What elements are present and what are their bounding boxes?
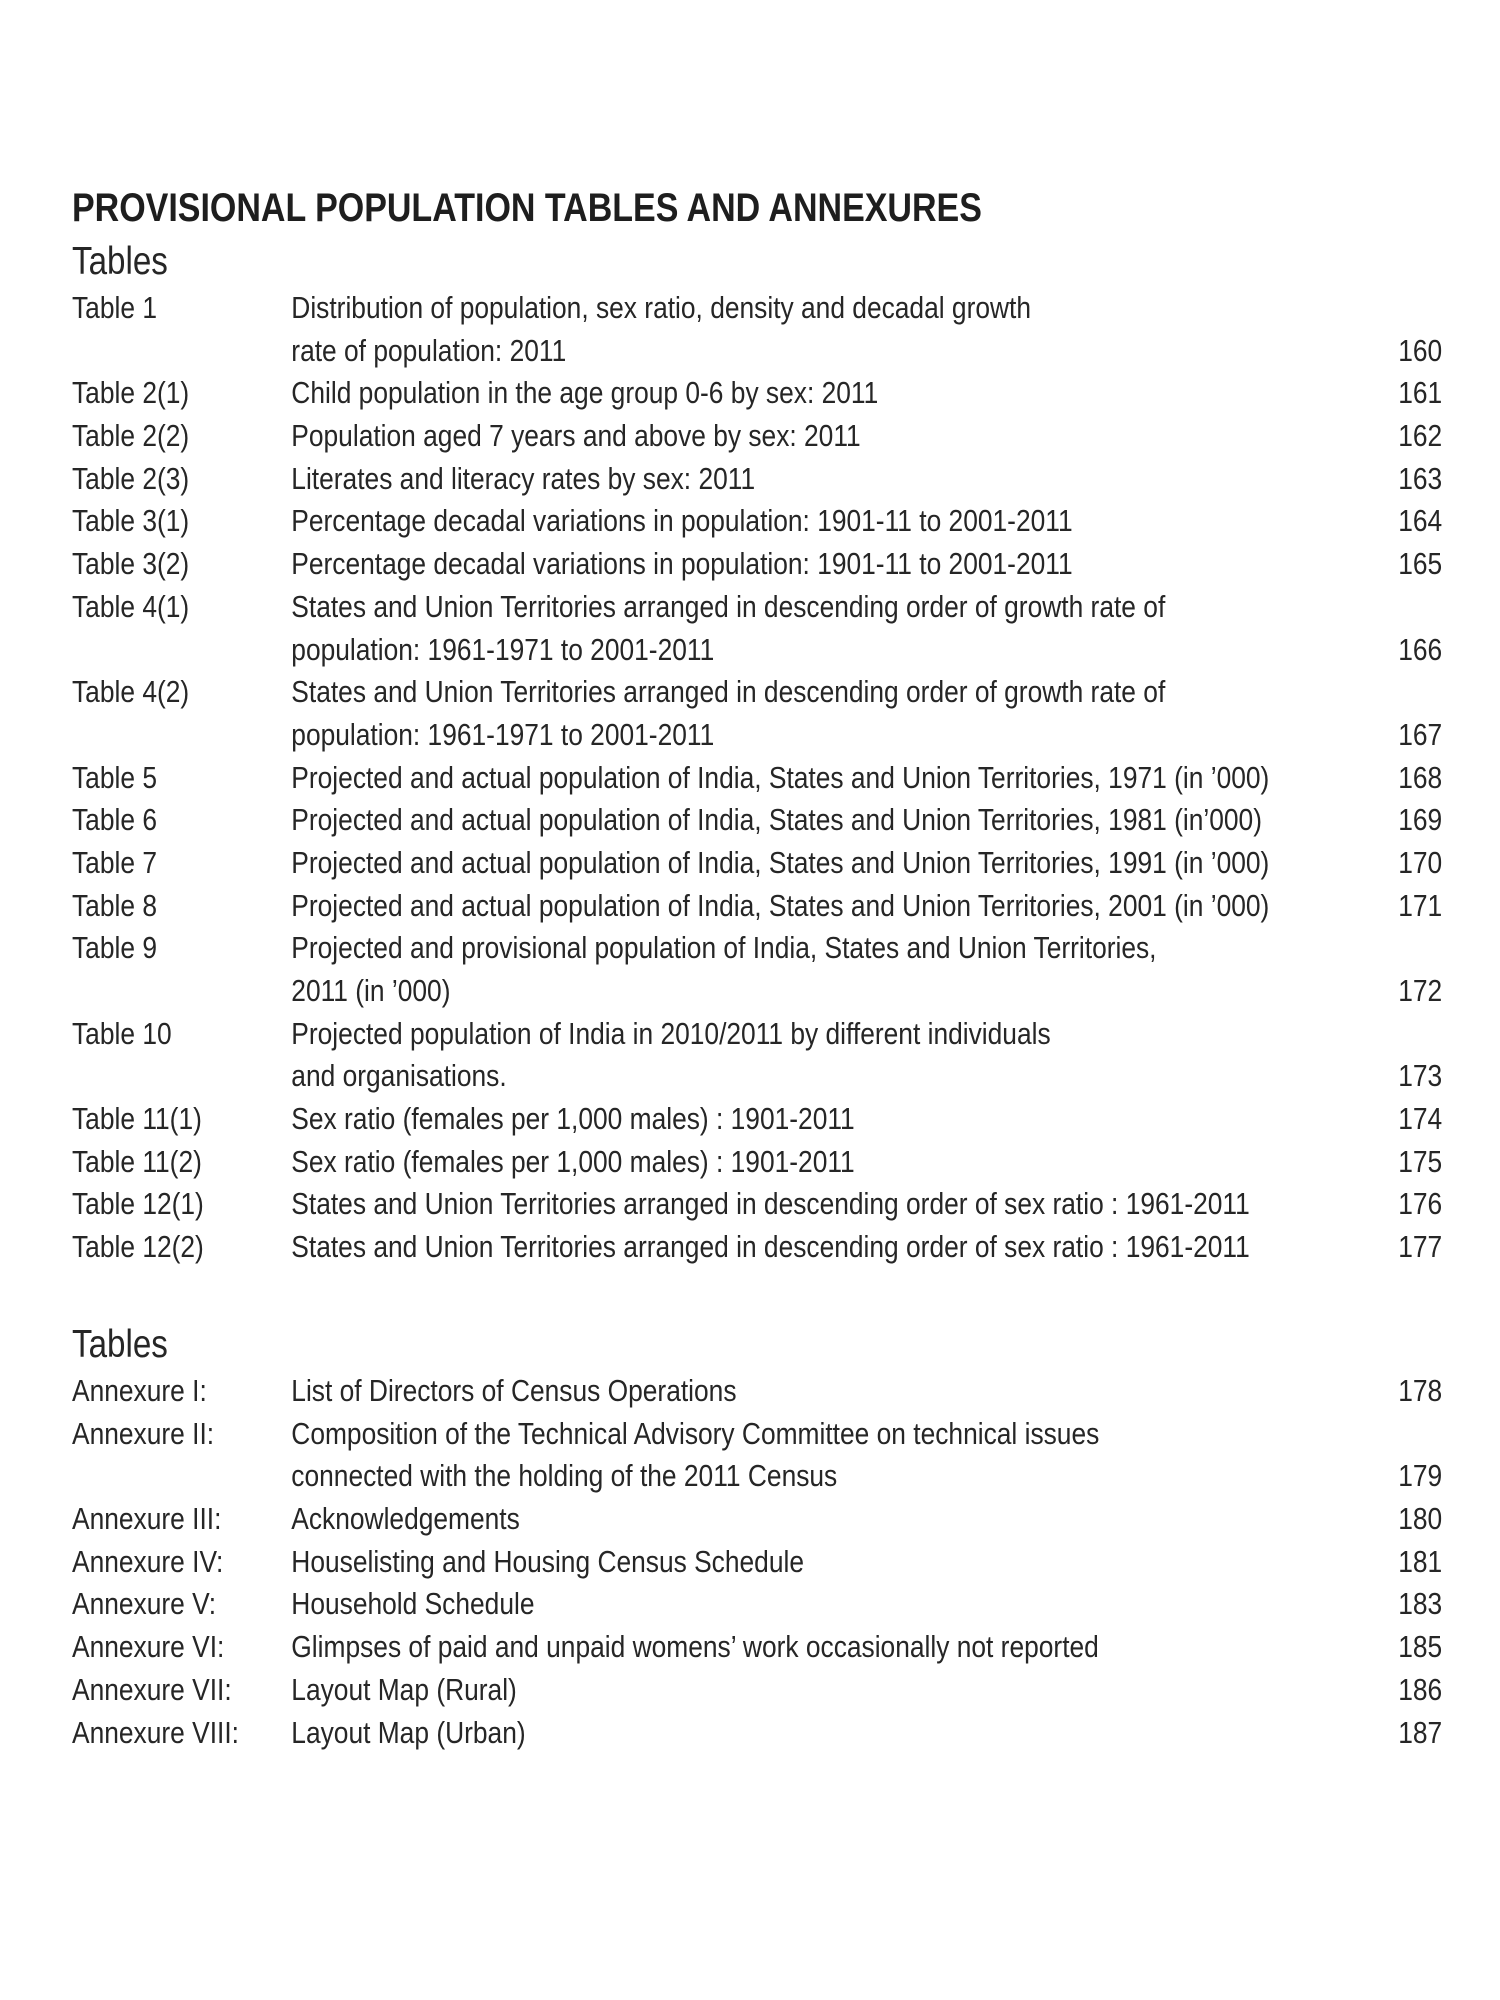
toc-entry-line (72, 1455, 1442, 1498)
toc-entry-label: Table 2(1) (72, 375, 190, 411)
toc-entry-page-number: 170 (1398, 844, 1443, 880)
toc-entry[interactable] (72, 372, 1442, 415)
toc-entry-description: connected with the holding of the 2011 Census (291, 1458, 838, 1494)
toc-entry-line (72, 458, 1442, 501)
toc-entry-page-number: 175 (1398, 1143, 1443, 1179)
toc-entry-label: Annexure I: (72, 1373, 207, 1408)
toc-entry-line (72, 1226, 1442, 1269)
toc-entry-description: population: 1961-1971 to 2001-2011 (291, 716, 715, 752)
toc-entry-page-number: 174 (1398, 1101, 1443, 1137)
toc-entry-description: Percentage decadal variations in population: 1901-11 to 2001-2011 (291, 546, 1073, 582)
toc-entry-page-number: 186 (1398, 1671, 1443, 1707)
toc-entry-label: Annexure III: (72, 1501, 222, 1537)
toc-entry-description: List of Directors of Census Operations (291, 1373, 737, 1408)
toc-entry-line (72, 1669, 1442, 1712)
toc-entry[interactable] (72, 842, 1442, 885)
contents-page (72, 0, 1442, 2000)
toc-entry-description: rate of population: 2011 (291, 332, 567, 368)
toc-entry[interactable] (72, 415, 1442, 458)
toc-entry-line (72, 1626, 1442, 1669)
toc-entry[interactable] (72, 1498, 1442, 1541)
toc-entry-page-number: 168 (1398, 759, 1443, 795)
toc-entry-label: Annexure VII: (72, 1671, 232, 1707)
toc-entry-description: States and Union Territories arranged in descending order of sex ratio : 1961-2011 (291, 1186, 1250, 1222)
toc-entry-description: Percentage decadal variations in population: 1901-11 to 2001-2011 (291, 503, 1073, 539)
toc-entry-label: Table 2(2) (72, 418, 190, 454)
toc-entry[interactable] (72, 1712, 1442, 1755)
toc-entry-line (72, 714, 1442, 757)
toc-entry-page-number: 178 (1398, 1373, 1443, 1408)
toc-entry-page-number: 172 (1398, 973, 1443, 1008)
toc-entry-line (72, 842, 1442, 885)
toc-entry[interactable] (72, 543, 1442, 586)
toc-entry-description: Household Schedule (291, 1586, 535, 1622)
toc-entry-label: Table 3(2) (72, 546, 190, 582)
toc-entry-label: Table 9 (72, 930, 157, 966)
toc-entry-description: Projected and actual population of India, States and Union Territories, 1981 (in’000) (291, 802, 1262, 838)
toc-entry[interactable] (72, 1098, 1442, 1141)
toc-entry-page-number: 176 (1398, 1186, 1443, 1222)
toc-entry-description: Sex ratio (females per 1,000 males) : 1901-2011 (291, 1143, 855, 1179)
toc-entry-description: 2011 (in ’000) (291, 973, 451, 1008)
toc-entry-line (72, 757, 1442, 800)
toc-entry-line (72, 500, 1442, 543)
toc-entry-label: Annexure II: (72, 1415, 215, 1451)
toc-entry-label: Annexure VI: (72, 1629, 225, 1665)
toc-entry-line (72, 543, 1442, 586)
toc-entry[interactable] (72, 1583, 1442, 1626)
toc-entry-label: Annexure V: (72, 1586, 217, 1622)
toc-entry-line (72, 1098, 1442, 1141)
toc-entry-line (72, 799, 1442, 842)
toc-entry-line (72, 629, 1442, 672)
toc-entry[interactable] (72, 799, 1442, 842)
annexures-list (72, 1370, 1442, 1754)
annexures-heading: Tables (72, 1323, 168, 1366)
toc-entry[interactable] (72, 1626, 1442, 1669)
toc-entry-page-number: 179 (1398, 1458, 1443, 1494)
toc-entry-label: Table 6 (72, 802, 157, 838)
toc-entry-line (72, 927, 1442, 970)
toc-entry-label: Table 12(1) (72, 1186, 204, 1222)
toc-entry-description: States and Union Territories arranged in descending order of growth rate of (291, 588, 1166, 624)
toc-entry-line (72, 885, 1442, 928)
toc-entry-description: Projected and actual population of India, States and Union Territories, 1971 (in ’000) (291, 759, 1270, 795)
toc-entry-line (72, 1055, 1442, 1098)
toc-entry[interactable] (72, 586, 1442, 671)
toc-entry-line (72, 1141, 1442, 1184)
toc-entry-label: Table 1 (72, 290, 157, 325)
toc-entry-description: Acknowledgements (291, 1501, 520, 1537)
toc-entry-page-number: 167 (1398, 716, 1443, 752)
toc-entry-page-number: 169 (1398, 802, 1443, 838)
toc-entry-label: Table 12(2) (72, 1229, 204, 1265)
toc-entry-line (72, 372, 1442, 415)
toc-entry-line (72, 970, 1442, 1013)
toc-entry-label: Table 5 (72, 759, 157, 795)
toc-entry-description: Literates and literacy rates by sex: 2011 (291, 460, 756, 496)
tables-list (72, 287, 1442, 1269)
toc-entry[interactable] (72, 757, 1442, 800)
toc-entry-page-number: 164 (1398, 503, 1443, 539)
toc-entry-description: Layout Map (Urban) (291, 1714, 526, 1750)
toc-entry-label: Table 8 (72, 887, 157, 923)
toc-entry-description: Projected and actual population of India, States and Union Territories, 1991 (in ’000) (291, 844, 1270, 880)
toc-entry-description: and organisations. (291, 1058, 507, 1094)
toc-entry-line (72, 1413, 1442, 1456)
toc-entry[interactable] (72, 1541, 1442, 1584)
toc-entry[interactable] (72, 458, 1442, 501)
toc-entry-description: Houselisting and Housing Census Schedule (291, 1543, 804, 1579)
toc-entry[interactable] (72, 1226, 1442, 1269)
toc-entry-page-number: 160 (1398, 332, 1443, 368)
toc-entry-description: Composition of the Technical Advisory Committee on technical issues (291, 1415, 1100, 1451)
toc-entry-line (72, 1498, 1442, 1541)
toc-entry-label: Table 3(1) (72, 503, 190, 539)
toc-entry-page-number: 162 (1398, 418, 1443, 454)
toc-entry-label: Annexure IV: (72, 1543, 224, 1579)
toc-entry-page-number: 173 (1398, 1058, 1443, 1094)
toc-entry-page-number: 166 (1398, 631, 1443, 667)
toc-entry-description: Glimpses of paid and unpaid womens’ work occasionally not reported (291, 1629, 1099, 1665)
toc-entry-label: Table 11(1) (72, 1101, 202, 1137)
toc-entry-label: Table 2(3) (72, 460, 190, 496)
toc-entry[interactable] (72, 287, 1442, 372)
toc-entry-label: Table 4(1) (72, 588, 190, 624)
toc-entry-line (72, 1013, 1442, 1056)
toc-entry-label: Table 4(2) (72, 674, 190, 710)
toc-entry-line (72, 1712, 1442, 1755)
toc-entry[interactable] (72, 1413, 1442, 1498)
toc-entry-description: Child population in the age group 0-6 by sex: 2011 (291, 375, 879, 411)
toc-entry-line (72, 330, 1442, 373)
toc-entry[interactable] (72, 1183, 1442, 1226)
toc-entry-line (72, 671, 1442, 714)
toc-entry-line (72, 287, 1442, 330)
toc-entry-label: Table 10 (72, 1015, 172, 1051)
toc-entry[interactable] (72, 927, 1442, 1012)
toc-entry-page-number: 180 (1398, 1501, 1443, 1537)
tables-heading: Tables (72, 240, 168, 283)
toc-entry-page-number: 161 (1398, 375, 1443, 411)
toc-entry-description: Projected population of India in 2010/2011 by different individuals (291, 1015, 1051, 1051)
toc-entry-page-number: 163 (1398, 460, 1443, 496)
toc-entry-label: Table 7 (72, 844, 157, 880)
toc-entry-description: Sex ratio (females per 1,000 males) : 1901-2011 (291, 1101, 855, 1137)
toc-entry-label: Annexure VIII: (72, 1714, 239, 1750)
toc-entry-description: population: 1961-1971 to 2001-2011 (291, 631, 715, 667)
toc-entry-page-number: 171 (1398, 887, 1443, 923)
toc-entry-description: Distribution of population, sex ratio, density and decadal growth (291, 290, 1032, 325)
toc-entry-page-number: 177 (1398, 1229, 1443, 1265)
toc-entry-line (72, 415, 1442, 458)
toc-entry[interactable] (72, 1013, 1442, 1098)
toc-entry-page-number: 181 (1398, 1543, 1443, 1579)
toc-entry-line (72, 1370, 1442, 1413)
toc-entry-description: Projected and provisional population of India, States and Union Territories, (291, 930, 1157, 966)
toc-entry-line (72, 1183, 1442, 1226)
toc-entry-description: States and Union Territories arranged in descending order of sex ratio : 1961-2011 (291, 1229, 1250, 1265)
toc-entry-page-number: 183 (1398, 1586, 1443, 1622)
toc-entry-description: Layout Map (Rural) (291, 1671, 517, 1707)
toc-entry[interactable] (72, 885, 1442, 928)
toc-entry[interactable] (72, 1669, 1442, 1712)
toc-entry-description: Projected and actual population of India, States and Union Territories, 2001 (in ’000) (291, 887, 1270, 923)
toc-entry[interactable] (72, 1141, 1442, 1184)
toc-entry-description: Population aged 7 years and above by sex: 2011 (291, 418, 861, 454)
toc-entry-label: Table 11(2) (72, 1143, 202, 1179)
toc-entry-line (72, 1583, 1442, 1626)
toc-entry[interactable] (72, 671, 1442, 756)
toc-entry-page-number: 165 (1398, 546, 1443, 582)
toc-entry-description: States and Union Territories arranged in descending order of growth rate of (291, 674, 1166, 710)
toc-entry[interactable] (72, 500, 1442, 543)
toc-entry-line (72, 586, 1442, 629)
toc-entry-page-number: 187 (1398, 1714, 1443, 1750)
toc-entry[interactable] (72, 1370, 1442, 1413)
toc-entry-line (72, 1541, 1442, 1584)
toc-entry-page-number: 185 (1398, 1629, 1443, 1665)
page-title: PROVISIONAL POPULATION TABLES AND ANNEXURES (72, 186, 982, 230)
